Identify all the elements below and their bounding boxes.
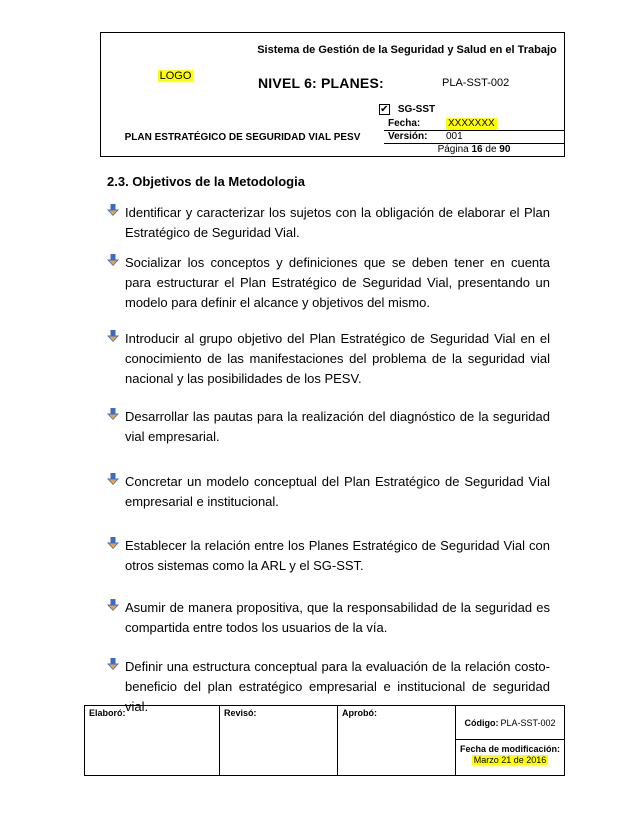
fecha-mod-label: Fecha de modificación: bbox=[459, 744, 561, 754]
code-date-cell bbox=[456, 706, 564, 775]
fecha-value: XXXXXXX bbox=[448, 118, 495, 129]
document-code: PLA-SST-002 bbox=[442, 77, 510, 89]
down-arrow-icon bbox=[107, 204, 119, 216]
list-item bbox=[107, 472, 550, 512]
page-of: de bbox=[485, 144, 497, 155]
plan-title: PLAN ESTRATÉGICO DE SEGURIDAD VIAL PESV bbox=[124, 131, 361, 143]
list-item bbox=[107, 329, 550, 389]
bullet-text: Introducir al grupo objetivo del Plan Estratégico de Seguridad Vial en el conocimiento de las manifestaciones del problema de la seguridad vial nacional y las posibilidades de los PESV. bbox=[125, 331, 550, 386]
elaboro-label: Elaboró: bbox=[89, 708, 126, 718]
codigo-label: Código: bbox=[464, 717, 499, 728]
down-arrow-icon bbox=[107, 473, 119, 485]
list-item bbox=[107, 253, 550, 313]
page-current: 16 bbox=[471, 144, 483, 155]
fecha-mod-value: Marzo 21 de 2016 bbox=[473, 755, 547, 765]
bullet-text: Definir una estructura conceptual para la evaluación de la relación costo-beneficio del plan estratégico empresarial e institucional de seguridad vial. bbox=[125, 659, 550, 714]
system-title: Sistema de Gestión de la Seguridad y Salud en el Trabajo bbox=[257, 43, 557, 56]
fecha-mod-row bbox=[456, 740, 564, 775]
down-arrow-icon bbox=[107, 658, 119, 670]
fecha-label: Fecha: bbox=[388, 118, 421, 129]
codigo-value: PLA-SST-002 bbox=[500, 717, 556, 728]
elaboro-cell bbox=[85, 706, 220, 775]
aprobo-cell bbox=[338, 706, 456, 775]
down-arrow-icon bbox=[107, 254, 119, 266]
down-arrow-icon bbox=[107, 408, 119, 420]
document-footer bbox=[84, 705, 565, 776]
fecha-row bbox=[384, 118, 564, 131]
down-arrow-icon bbox=[107, 599, 119, 611]
down-arrow-icon bbox=[107, 537, 119, 549]
version-value: 001 bbox=[446, 131, 463, 142]
page-total: 90 bbox=[499, 144, 511, 155]
logo-placeholder: LOGO bbox=[159, 69, 192, 82]
page-prefix: Página bbox=[437, 144, 469, 155]
version-row bbox=[384, 131, 564, 144]
section-title: 2.3. Objetivos de la Metodologia bbox=[107, 174, 305, 189]
bullet-text: Desarrollar las pautas para la realización del diagnóstico de la seguridad vial empresarial. bbox=[125, 409, 550, 444]
document-header bbox=[100, 32, 565, 157]
level-title: NIVEL 6: PLANES: bbox=[258, 75, 384, 91]
list-item bbox=[107, 598, 550, 638]
sg-sst-label: SG-SST bbox=[397, 103, 436, 115]
sg-sst-cell bbox=[250, 100, 564, 118]
bullet-text: Identificar y caracterizar los sujetos con la obligación de elaborar el Plan Estratégico de Seguridad Vial. bbox=[125, 205, 550, 240]
codigo-row bbox=[456, 706, 564, 740]
down-arrow-icon bbox=[107, 330, 119, 342]
page-row bbox=[384, 144, 564, 156]
logo-cell bbox=[101, 33, 250, 118]
list-item bbox=[107, 407, 550, 447]
list-item bbox=[107, 203, 550, 243]
bullet-text: Establecer la relación entre los Planes Estratégico de Seguridad Vial con otros sistemas como la ARL y el SG-SST. bbox=[125, 538, 550, 573]
bullet-text: Socializar los conceptos y definiciones que se deben tener en cuenta para estructurar el Plan Estratégico de Seguridad Vial, presentando un modelo para definir el alcance y objetivos del mismo. bbox=[125, 255, 550, 310]
meta-cell bbox=[384, 118, 564, 156]
list-item bbox=[107, 536, 550, 576]
level-cell bbox=[250, 66, 564, 100]
version-label: Versión: bbox=[388, 131, 428, 142]
bullet-text: Concretar un modelo conceptual del Plan Estratégico de Seguridad Vial empresarial e institucional. bbox=[125, 474, 550, 509]
bullet-text: Asumir de manera propositiva, que la responsabilidad de la seguridad es compartida entre todos los usuarios de la vía. bbox=[125, 600, 550, 635]
reviso-label: Revisó: bbox=[224, 708, 257, 718]
checkbox-icon: ✔ bbox=[380, 103, 389, 115]
aprobo-label: Aprobó: bbox=[342, 708, 377, 718]
reviso-cell bbox=[220, 706, 338, 775]
